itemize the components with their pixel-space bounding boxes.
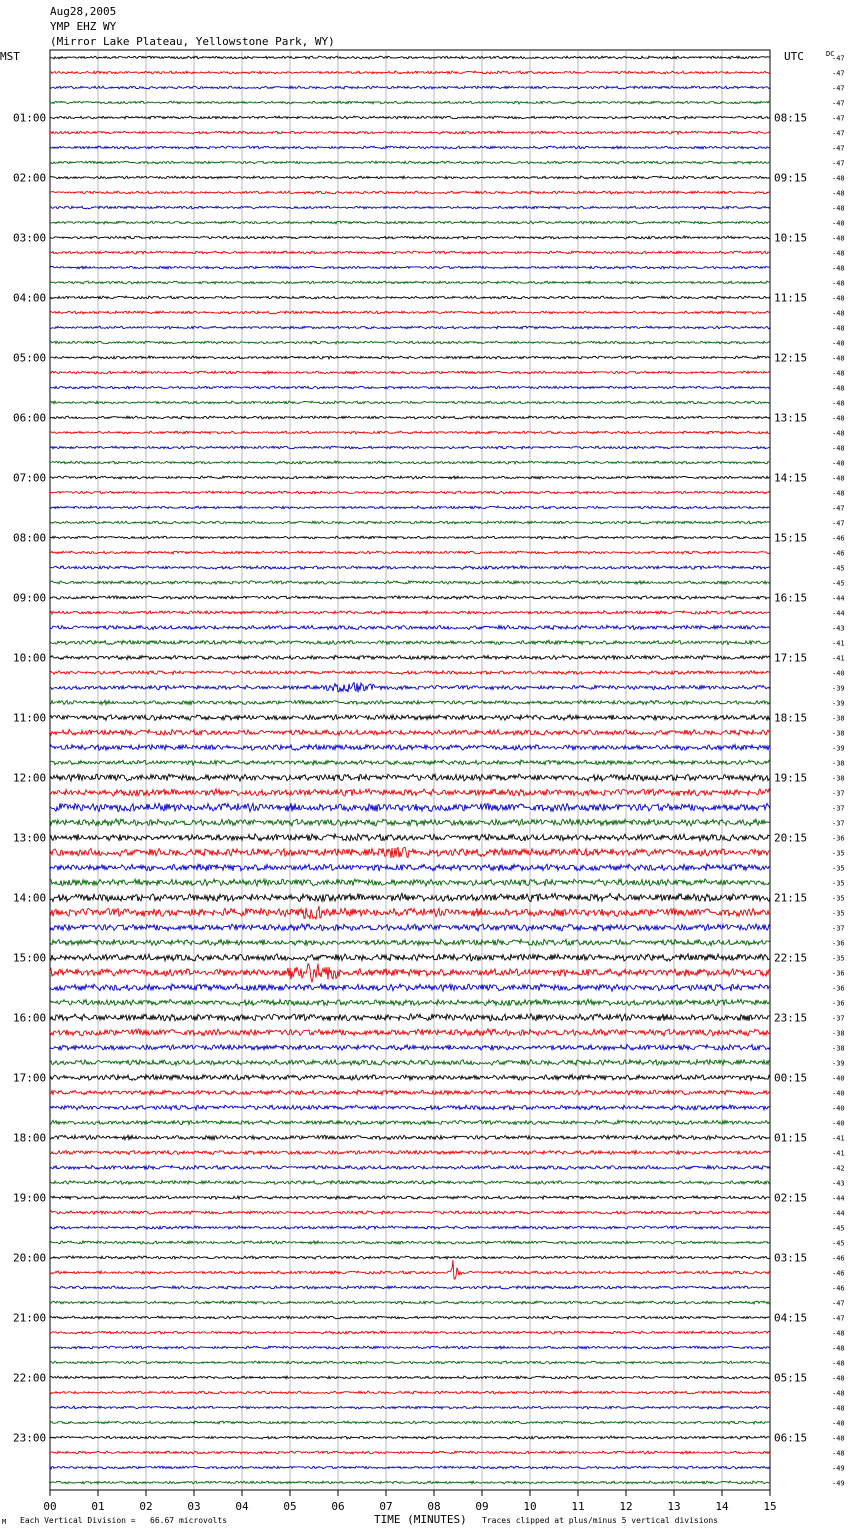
trace-row-18 bbox=[50, 326, 770, 329]
left-hour-label: 03:00 bbox=[13, 231, 47, 245]
trace-row-39 bbox=[50, 640, 770, 644]
trace-row-95 bbox=[50, 1481, 770, 1484]
trace-row-60 bbox=[50, 954, 770, 961]
trace-row-54 bbox=[50, 864, 770, 871]
header-location: (Mirror Lake Plateau, Yellowstone Park, WY) bbox=[50, 35, 335, 48]
dc-offset-label: -47 bbox=[832, 84, 845, 93]
dc-offset-label: -35 bbox=[832, 849, 845, 858]
dc-offset-label: -42 bbox=[832, 1164, 845, 1173]
right-hour-label: 15:15 bbox=[774, 531, 808, 545]
x-tick-label: 13 bbox=[667, 1500, 681, 1513]
trace-row-46 bbox=[50, 745, 770, 751]
trace-row-53 bbox=[50, 847, 770, 858]
dc-offset-label: -47 bbox=[832, 1299, 845, 1308]
right-hour-label: 16:15 bbox=[774, 591, 808, 605]
trace-row-82 bbox=[50, 1286, 770, 1289]
dc-offset-label: -47 bbox=[832, 159, 845, 168]
right-hour-label: 20:15 bbox=[774, 831, 808, 845]
dc-offset-labels bbox=[832, 55, 845, 1488]
dc-offset-label: -49 bbox=[832, 1464, 845, 1473]
dc-offset-label: -48 bbox=[832, 369, 845, 378]
x-tick-label: 01 bbox=[91, 1500, 105, 1513]
dc-offset-label: -48 bbox=[832, 354, 845, 363]
trace-row-49 bbox=[50, 789, 770, 796]
dc-offset-label: -48 bbox=[832, 489, 845, 498]
trace-row-13 bbox=[50, 251, 770, 254]
dc-offset-label: -37 bbox=[832, 804, 845, 813]
trace-row-52 bbox=[50, 834, 770, 841]
dc-offset-label: -48 bbox=[832, 1329, 845, 1338]
dc-offset-label: -39 bbox=[832, 1059, 845, 1068]
dc-offset-label: -37 bbox=[832, 819, 845, 828]
trace-row-62 bbox=[50, 984, 770, 991]
x-tick-label: 07 bbox=[379, 1500, 393, 1513]
dc-offset-label: -46 bbox=[832, 534, 845, 543]
trace-row-29 bbox=[50, 491, 770, 494]
trace-row-55 bbox=[50, 879, 770, 886]
dc-offset-label: -39 bbox=[832, 744, 845, 753]
dc-offset-label: -43 bbox=[832, 624, 845, 633]
right-hour-label: 22:15 bbox=[774, 951, 808, 965]
dc-offset-label: -48 bbox=[832, 234, 845, 243]
dc-offset-label: -41 bbox=[832, 1134, 845, 1143]
left-hour-label: 16:00 bbox=[13, 1011, 47, 1025]
left-hour-label: 19:00 bbox=[13, 1191, 47, 1205]
dc-offset-label: -37 bbox=[832, 1014, 845, 1023]
trace-row-11 bbox=[50, 221, 770, 224]
dc-offset-label: -48 bbox=[832, 204, 845, 213]
dc-offset-label: -43 bbox=[832, 1179, 845, 1188]
trace-row-4 bbox=[50, 116, 770, 119]
trace-row-91 bbox=[50, 1421, 770, 1424]
dc-offset-label: -48 bbox=[832, 309, 845, 318]
dc-offset-label: -48 bbox=[832, 324, 845, 333]
trace-row-61 bbox=[50, 964, 770, 982]
dc-offset-label: -44 bbox=[832, 1209, 845, 1218]
right-hour-label: 21:15 bbox=[774, 891, 808, 905]
left-hour-label: 13:00 bbox=[13, 831, 47, 845]
trace-row-76 bbox=[50, 1196, 770, 1200]
right-hour-label: 17:15 bbox=[774, 651, 808, 665]
dc-offset-label: -46 bbox=[832, 1284, 845, 1293]
trace-row-66 bbox=[50, 1045, 770, 1051]
trace-row-35 bbox=[50, 581, 770, 584]
dc-offset-label: -48 bbox=[832, 414, 845, 423]
left-hour-label: 07:00 bbox=[13, 471, 47, 485]
dc-offset-label: -41 bbox=[832, 1149, 845, 1158]
dc-offset-label: -47 bbox=[832, 144, 845, 153]
dc-offset-label: -48 bbox=[832, 1374, 845, 1383]
trace-row-83 bbox=[50, 1301, 770, 1304]
trace-row-37 bbox=[50, 611, 770, 614]
dc-offset-label: -37 bbox=[832, 924, 845, 933]
dc-offset-label: -45 bbox=[832, 1224, 845, 1233]
right-hour-label: 11:15 bbox=[774, 291, 808, 305]
trace-row-63 bbox=[50, 999, 770, 1006]
right-hour-label: 02:15 bbox=[774, 1191, 808, 1205]
trace-row-57 bbox=[50, 906, 770, 920]
dc-offset-label: -35 bbox=[832, 894, 845, 903]
trace-row-80 bbox=[50, 1256, 770, 1259]
trace-row-87 bbox=[50, 1361, 770, 1364]
trace-row-42 bbox=[50, 683, 770, 693]
trace-row-21 bbox=[50, 371, 770, 374]
left-timezone-label: MST bbox=[0, 50, 20, 63]
dc-header-label: DC bbox=[826, 50, 835, 58]
trace-row-93 bbox=[50, 1451, 770, 1454]
left-hour-label: 05:00 bbox=[13, 351, 47, 365]
x-tick-label: 08 bbox=[427, 1500, 441, 1513]
dc-offset-label: -35 bbox=[832, 864, 845, 873]
trace-row-43 bbox=[50, 700, 770, 704]
dc-offset-label: -47 bbox=[832, 1314, 845, 1323]
dc-offset-label: -36 bbox=[832, 834, 845, 843]
trace-row-24 bbox=[50, 416, 770, 419]
dc-offset-label: -48 bbox=[832, 1419, 845, 1428]
trace-row-85 bbox=[50, 1331, 770, 1334]
dc-offset-label: -45 bbox=[832, 564, 845, 573]
right-timezone-label: UTC bbox=[784, 50, 804, 63]
left-hour-label: 06:00 bbox=[13, 411, 47, 425]
left-hour-label: 12:00 bbox=[13, 771, 47, 785]
trace-row-71 bbox=[50, 1120, 770, 1124]
trace-row-0 bbox=[50, 56, 770, 59]
dc-offset-label: -40 bbox=[832, 669, 845, 678]
trace-row-88 bbox=[50, 1376, 770, 1379]
dc-offset-label: -36 bbox=[832, 939, 845, 948]
right-hour-label: 03:15 bbox=[774, 1251, 808, 1265]
footer-scale-note: Each Vertical Division = 66.67 microvolts bbox=[20, 1516, 228, 1525]
dc-offset-label: -47 bbox=[832, 114, 845, 123]
dc-offset-label: -46 bbox=[832, 1269, 845, 1278]
left-hour-label: 17:00 bbox=[13, 1071, 47, 1085]
dc-offset-label: -48 bbox=[832, 384, 845, 393]
dc-offset-label: -49 bbox=[832, 1479, 845, 1488]
dc-offset-label: -48 bbox=[832, 219, 845, 228]
dc-offset-label: -48 bbox=[832, 339, 845, 348]
trace-row-77 bbox=[50, 1211, 770, 1214]
dc-offset-label: -39 bbox=[832, 699, 845, 708]
trace-row-70 bbox=[50, 1105, 770, 1110]
trace-row-90 bbox=[50, 1406, 770, 1409]
trace-row-32 bbox=[50, 536, 770, 539]
trace-row-22 bbox=[50, 386, 770, 389]
dc-offset-label: -38 bbox=[832, 1029, 845, 1038]
trace-row-41 bbox=[50, 671, 770, 675]
dc-offset-label: -35 bbox=[832, 909, 845, 918]
trace-row-19 bbox=[50, 341, 770, 344]
x-tick-label: 03 bbox=[187, 1500, 201, 1513]
x-axis bbox=[43, 1490, 776, 1513]
dc-offset-label: -48 bbox=[832, 474, 845, 483]
trace-row-51 bbox=[50, 819, 770, 826]
dc-offset-label: -48 bbox=[832, 279, 845, 288]
right-hour-label: 18:15 bbox=[774, 711, 808, 725]
left-hour-label: 02:00 bbox=[13, 171, 47, 185]
dc-offset-label: -45 bbox=[832, 579, 845, 588]
trace-row-74 bbox=[50, 1165, 770, 1169]
footer-clip-note: Traces clipped at plus/minus 5 vertical divisions bbox=[482, 1516, 719, 1525]
right-hour-labels bbox=[774, 112, 807, 1445]
footer-marker: M bbox=[2, 1518, 7, 1526]
dc-offset-label: -41 bbox=[832, 654, 845, 663]
dc-offset-label: -44 bbox=[832, 594, 845, 603]
trace-row-27 bbox=[50, 461, 770, 464]
dc-offset-label: -39 bbox=[832, 684, 845, 693]
dc-offset-label: -47 bbox=[832, 54, 845, 63]
dc-offset-label: -47 bbox=[832, 129, 845, 138]
trace-row-69 bbox=[50, 1090, 770, 1095]
trace-row-30 bbox=[50, 506, 770, 509]
right-hour-label: 09:15 bbox=[774, 171, 808, 185]
dc-offset-label: -38 bbox=[832, 759, 845, 768]
trace-row-28 bbox=[50, 476, 770, 479]
right-hour-label: 04:15 bbox=[774, 1311, 808, 1325]
left-hour-label: 22:00 bbox=[13, 1371, 47, 1385]
trace-row-38 bbox=[50, 625, 770, 629]
left-hour-label: 18:00 bbox=[13, 1131, 47, 1145]
dc-offset-label: -48 bbox=[832, 1449, 845, 1458]
trace-row-25 bbox=[50, 431, 770, 434]
trace-row-20 bbox=[50, 356, 770, 359]
trace-row-67 bbox=[50, 1060, 770, 1066]
trace-row-3 bbox=[50, 101, 770, 104]
trace-row-47 bbox=[50, 760, 770, 765]
dc-offset-label: -38 bbox=[832, 729, 845, 738]
trace-row-92 bbox=[50, 1436, 770, 1439]
trace-row-86 bbox=[50, 1346, 770, 1349]
right-hour-label: 14:15 bbox=[774, 471, 808, 485]
right-hour-label: 08:15 bbox=[774, 111, 808, 125]
trace-row-56 bbox=[50, 893, 770, 901]
trace-row-64 bbox=[50, 1014, 770, 1021]
trace-row-9 bbox=[50, 191, 770, 194]
dc-offset-label: -44 bbox=[832, 1194, 845, 1203]
trace-row-68 bbox=[50, 1075, 770, 1081]
x-axis-title: TIME (MINUTES) bbox=[374, 1513, 467, 1526]
trace-row-45 bbox=[50, 730, 770, 736]
x-tick-label: 15 bbox=[763, 1500, 777, 1513]
x-tick-label: 12 bbox=[619, 1500, 633, 1513]
left-hour-label: 20:00 bbox=[13, 1251, 47, 1265]
trace-series bbox=[50, 56, 770, 1484]
dc-offset-label: -40 bbox=[832, 1089, 845, 1098]
x-tick-label: 14 bbox=[715, 1500, 729, 1513]
dc-offset-label: -47 bbox=[832, 69, 845, 78]
trace-row-33 bbox=[50, 551, 770, 554]
dc-offset-label: -38 bbox=[832, 1044, 845, 1053]
dc-offset-label: -40 bbox=[832, 1104, 845, 1113]
right-hour-label: 05:15 bbox=[774, 1371, 808, 1385]
dc-offset-label: -40 bbox=[832, 1119, 845, 1128]
trace-row-40 bbox=[50, 655, 770, 659]
left-hour-label: 09:00 bbox=[13, 591, 47, 605]
trace-row-12 bbox=[50, 236, 770, 239]
trace-row-14 bbox=[50, 266, 770, 269]
dc-offset-label: -48 bbox=[832, 429, 845, 438]
right-hour-label: 01:15 bbox=[774, 1131, 808, 1145]
trace-row-94 bbox=[50, 1466, 770, 1469]
dc-offset-label: -48 bbox=[832, 294, 845, 303]
left-hour-labels bbox=[13, 112, 46, 1445]
left-hour-label: 01:00 bbox=[13, 111, 47, 125]
dc-offset-label: -36 bbox=[832, 984, 845, 993]
trace-row-84 bbox=[50, 1316, 770, 1319]
trace-row-31 bbox=[50, 521, 770, 524]
dc-offset-label: -48 bbox=[832, 1344, 845, 1353]
left-hour-label: 10:00 bbox=[13, 651, 47, 665]
trace-row-36 bbox=[50, 596, 770, 599]
dc-offset-label: -46 bbox=[832, 549, 845, 558]
trace-row-17 bbox=[50, 311, 770, 314]
dc-offset-label: -46 bbox=[832, 1254, 845, 1263]
dc-offset-label: -44 bbox=[832, 609, 845, 618]
trace-row-79 bbox=[50, 1241, 770, 1244]
x-tick-label: 11 bbox=[571, 1500, 585, 1513]
trace-row-26 bbox=[50, 446, 770, 449]
trace-row-50 bbox=[50, 803, 770, 811]
right-hour-label: 19:15 bbox=[774, 771, 808, 785]
dc-offset-label: -47 bbox=[832, 504, 845, 513]
dc-offset-label: -40 bbox=[832, 1074, 845, 1083]
trace-row-78 bbox=[50, 1226, 770, 1229]
trace-row-7 bbox=[50, 161, 770, 164]
dc-offset-label: -35 bbox=[832, 879, 845, 888]
dc-offset-label: -41 bbox=[832, 639, 845, 648]
dc-offset-label: -38 bbox=[832, 714, 845, 723]
trace-row-75 bbox=[50, 1181, 770, 1185]
trace-row-2 bbox=[50, 86, 770, 89]
trace-row-58 bbox=[50, 924, 770, 931]
dc-offset-label: -35 bbox=[832, 954, 845, 963]
dc-offset-label: -47 bbox=[832, 99, 845, 108]
dc-offset-label: -48 bbox=[832, 399, 845, 408]
trace-row-15 bbox=[50, 281, 770, 284]
right-hour-label: 10:15 bbox=[774, 231, 808, 245]
dc-offset-label: -37 bbox=[832, 789, 845, 798]
right-hour-label: 23:15 bbox=[774, 1011, 808, 1025]
trace-row-23 bbox=[50, 401, 770, 404]
trace-row-44 bbox=[50, 715, 770, 721]
header-date: Aug28,2005 bbox=[50, 5, 117, 18]
x-tick-label: 10 bbox=[523, 1500, 537, 1513]
trace-row-81 bbox=[50, 1260, 770, 1279]
header-station: YMP EHZ WY bbox=[50, 20, 117, 33]
trace-row-89 bbox=[50, 1391, 770, 1394]
x-tick-label: 06 bbox=[331, 1500, 345, 1513]
right-hour-label: 13:15 bbox=[774, 411, 808, 425]
dc-offset-label: -48 bbox=[832, 189, 845, 198]
trace-row-59 bbox=[50, 939, 770, 945]
dc-offset-label: -48 bbox=[832, 249, 845, 258]
trace-row-34 bbox=[50, 566, 770, 570]
x-tick-label: 02 bbox=[139, 1500, 153, 1513]
dc-offset-label: -48 bbox=[832, 1389, 845, 1398]
trace-row-48 bbox=[50, 774, 770, 781]
dc-offset-label: -47 bbox=[832, 519, 845, 528]
x-tick-label: 09 bbox=[475, 1500, 489, 1513]
dc-offset-label: -48 bbox=[832, 459, 845, 468]
trace-row-73 bbox=[50, 1150, 770, 1154]
right-hour-label: 06:15 bbox=[774, 1431, 808, 1445]
trace-row-6 bbox=[50, 146, 770, 149]
dc-offset-label: -48 bbox=[832, 1359, 845, 1368]
left-hour-label: 14:00 bbox=[13, 891, 47, 905]
right-hour-label: 12:15 bbox=[774, 351, 808, 365]
left-hour-label: 11:00 bbox=[13, 711, 47, 725]
dc-offset-label: -48 bbox=[832, 264, 845, 273]
trace-row-5 bbox=[50, 131, 770, 134]
x-tick-label: 05 bbox=[283, 1500, 297, 1513]
dc-offset-label: -48 bbox=[832, 1434, 845, 1443]
dc-offset-label: -48 bbox=[832, 174, 845, 183]
x-tick-label: 00 bbox=[43, 1500, 57, 1513]
trace-row-65 bbox=[50, 1029, 770, 1036]
left-hour-label: 04:00 bbox=[13, 291, 47, 305]
trace-row-8 bbox=[50, 176, 770, 179]
dc-offset-label: -45 bbox=[832, 1239, 845, 1248]
left-hour-label: 08:00 bbox=[13, 531, 47, 545]
trace-row-16 bbox=[50, 296, 770, 299]
dc-offset-label: -48 bbox=[832, 444, 845, 453]
left-hour-label: 23:00 bbox=[13, 1431, 47, 1445]
x-tick-label: 04 bbox=[235, 1500, 249, 1513]
dc-offset-label: -36 bbox=[832, 999, 845, 1008]
dc-offset-label: -36 bbox=[832, 969, 845, 978]
dc-offset-label: -48 bbox=[832, 1404, 845, 1413]
left-hour-label: 15:00 bbox=[13, 951, 47, 965]
dc-offset-label: -38 bbox=[832, 774, 845, 783]
right-hour-label: 00:15 bbox=[774, 1071, 808, 1085]
trace-row-10 bbox=[50, 206, 770, 209]
trace-row-1 bbox=[50, 71, 770, 74]
left-hour-label: 21:00 bbox=[13, 1311, 47, 1325]
trace-row-72 bbox=[50, 1135, 770, 1140]
